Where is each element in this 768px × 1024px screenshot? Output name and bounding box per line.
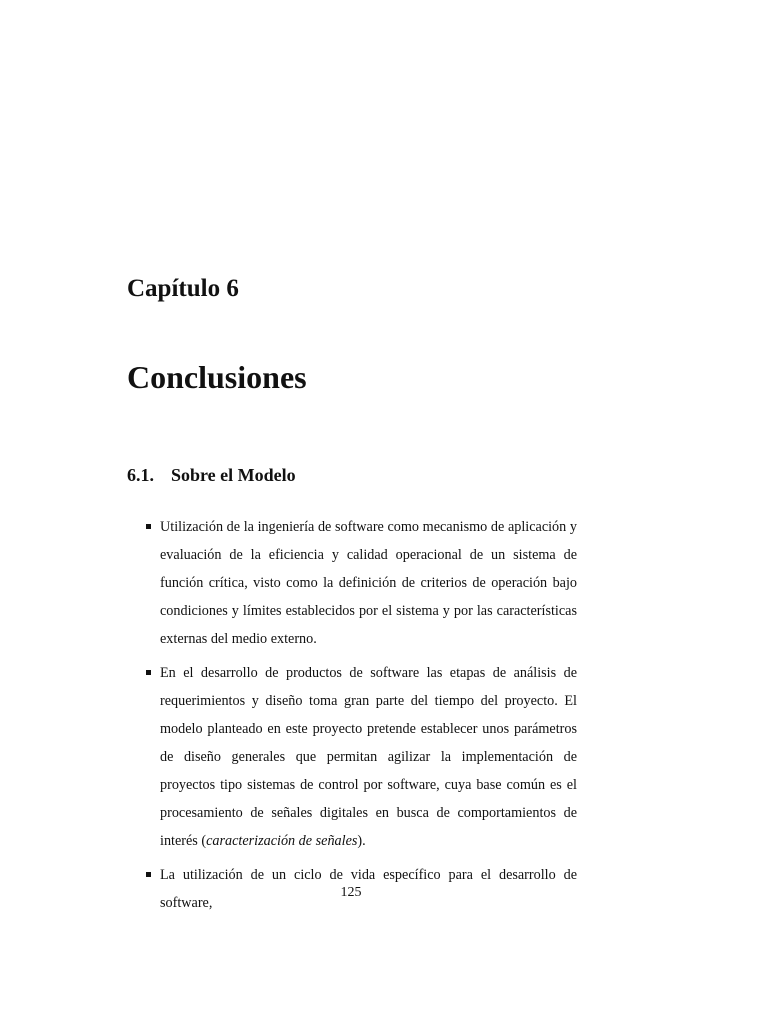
square-bullet-icon xyxy=(146,872,151,877)
chapter-label: Capítulo 6 xyxy=(127,275,239,302)
square-bullet-icon xyxy=(146,670,151,675)
list-item xyxy=(127,513,577,653)
conclusions-list xyxy=(127,513,577,923)
square-bullet-icon xyxy=(146,524,151,529)
list-item-text-part: En el desarrollo de productos de software las etapas de análisis de requerimientos y diseño toma gran parte del tiempo del proyecto. El modelo planteado en este proyecto pretende establecer unos parámetros de diseño generales que permitan agilizar la implementación de proyectos tipo sistemas de control por software, cuya base común es el procesamiento de señales digitales en busca de comportamientos de interés ( xyxy=(160,665,577,849)
page-number: 125 xyxy=(340,885,362,900)
list-item xyxy=(127,659,577,855)
list-item-text: Utilización de la ingeniería de software como mecanismo de aplicación y evaluación de la eficiencia y calidad operacional de un sistema de función crítica, visto como la definición de criterios de operación bajo condiciones y límites establecidos por el sistema y por las características externas del medio externo. xyxy=(160,519,577,647)
section-heading xyxy=(127,466,296,484)
list-item-text-part: ). xyxy=(357,833,366,849)
chapter-title: Conclusiones xyxy=(127,359,307,395)
section-number: 6.1. xyxy=(127,465,154,485)
section-title: Sobre el Modelo xyxy=(171,465,296,485)
list-item-text xyxy=(160,659,577,855)
list-item-text: La utilización de un ciclo de vida específico para el desarrollo de software, xyxy=(160,867,577,911)
emphasized-term: caracterización de señales xyxy=(206,833,358,849)
